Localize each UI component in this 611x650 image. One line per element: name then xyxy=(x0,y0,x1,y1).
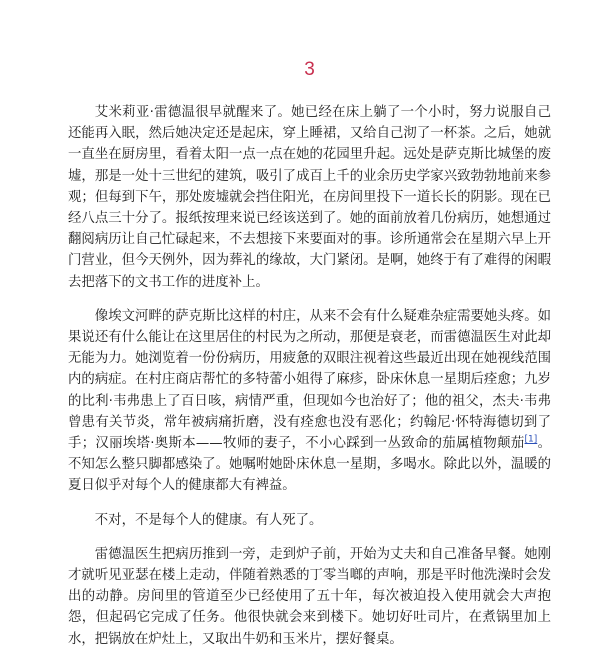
paragraph-4: 雷德温医生把病历推到一旁，走到炉子前，开始为丈夫和自己准备早餐。她刚才就听见亚瑟在楼上走动，伴随着熟悉的丁零当啷的声响，那是平时他洗澡时会发出的动静。房间里的管道至少已经使用了五十年，每次被迫投入使用就会大声抱怨，但起码它完成了任务。他很快就会来到楼下。她切好吐司片，在煮锅里加上水，把锅放在炉灶上，又取出牛奶和玉米片，摆好餐桌。 xyxy=(68,546,551,647)
chapter-number: 3 xyxy=(304,59,315,80)
paragraph-2-text-after: 。不知怎么整只脚都感染了。她嘱咐她卧床休息一星期，多喝水。除此以外，温暖的夏日似乎对每个人的健康都大有裨益。 xyxy=(68,436,552,494)
paragraph-2-text-before: 像埃文河畔的萨克斯比这样的村庄，从来不会有什么疑难杂症需要她头疼。如果说还有什么能让在这里居住的村民为之所动，那便是衰老，而雷德温医生对此却无能为力。她浏览着一份份病历，用疲惫的双眼注视着这些最近出现在她视线范围内的病症。在村庄商店帮忙的多特蕾小姐得了麻疹，卧床休息一星期后痊愈；九岁的比利·韦弗患上了百日咳，病情严重，但现如今也治好了；他的祖父，杰夫·韦弗曾患有关节炎，常年被病痛折磨，没有痊愈也没有恶化；约翰尼·怀特海德切到了手；汉丽埃塔·奥斯本——牧师的妻子，不小心踩到一丛致命的茄属植物颠茄 xyxy=(68,308,551,452)
paragraph-1: 艾米莉亚·雷德温很早就醒来了。她已经在床上躺了一个小时，努力说服自己还能再入眠，然后她决定还是起床，穿上睡裙，又给自己沏了一杯茶。之后，她就一直坐在厨房里，看着太阳一点一点在她的花园里升起。远处是萨克斯比城堡的废墟，那是一处十三世纪的建筑，吸引了成百上千的业余历史学家兴致勃勃地前来参观；但每到下午，那处废墟就会挡住阳光，在房间里投下一道长长的阴影。现在已经八点三十分了。报纸按理来说已经该送到了。她的面前放着几份病历，她想通过翻阅病历让自己忙碌起来，不去想接下来要面对的事。诊所通常会在星期六早上开门营业，但今天例外，因为葬礼的缘故，大门紧闭。是啊，她终于有了难得的闲暇去把落下的文书工作的进度补上。 xyxy=(68,105,551,290)
paragraph-3: 不对，不是每个人的健康。有人死了。 xyxy=(94,512,323,528)
paragraph-2 xyxy=(68,306,551,497)
footnote-link[interactable]: [1] xyxy=(524,434,538,445)
